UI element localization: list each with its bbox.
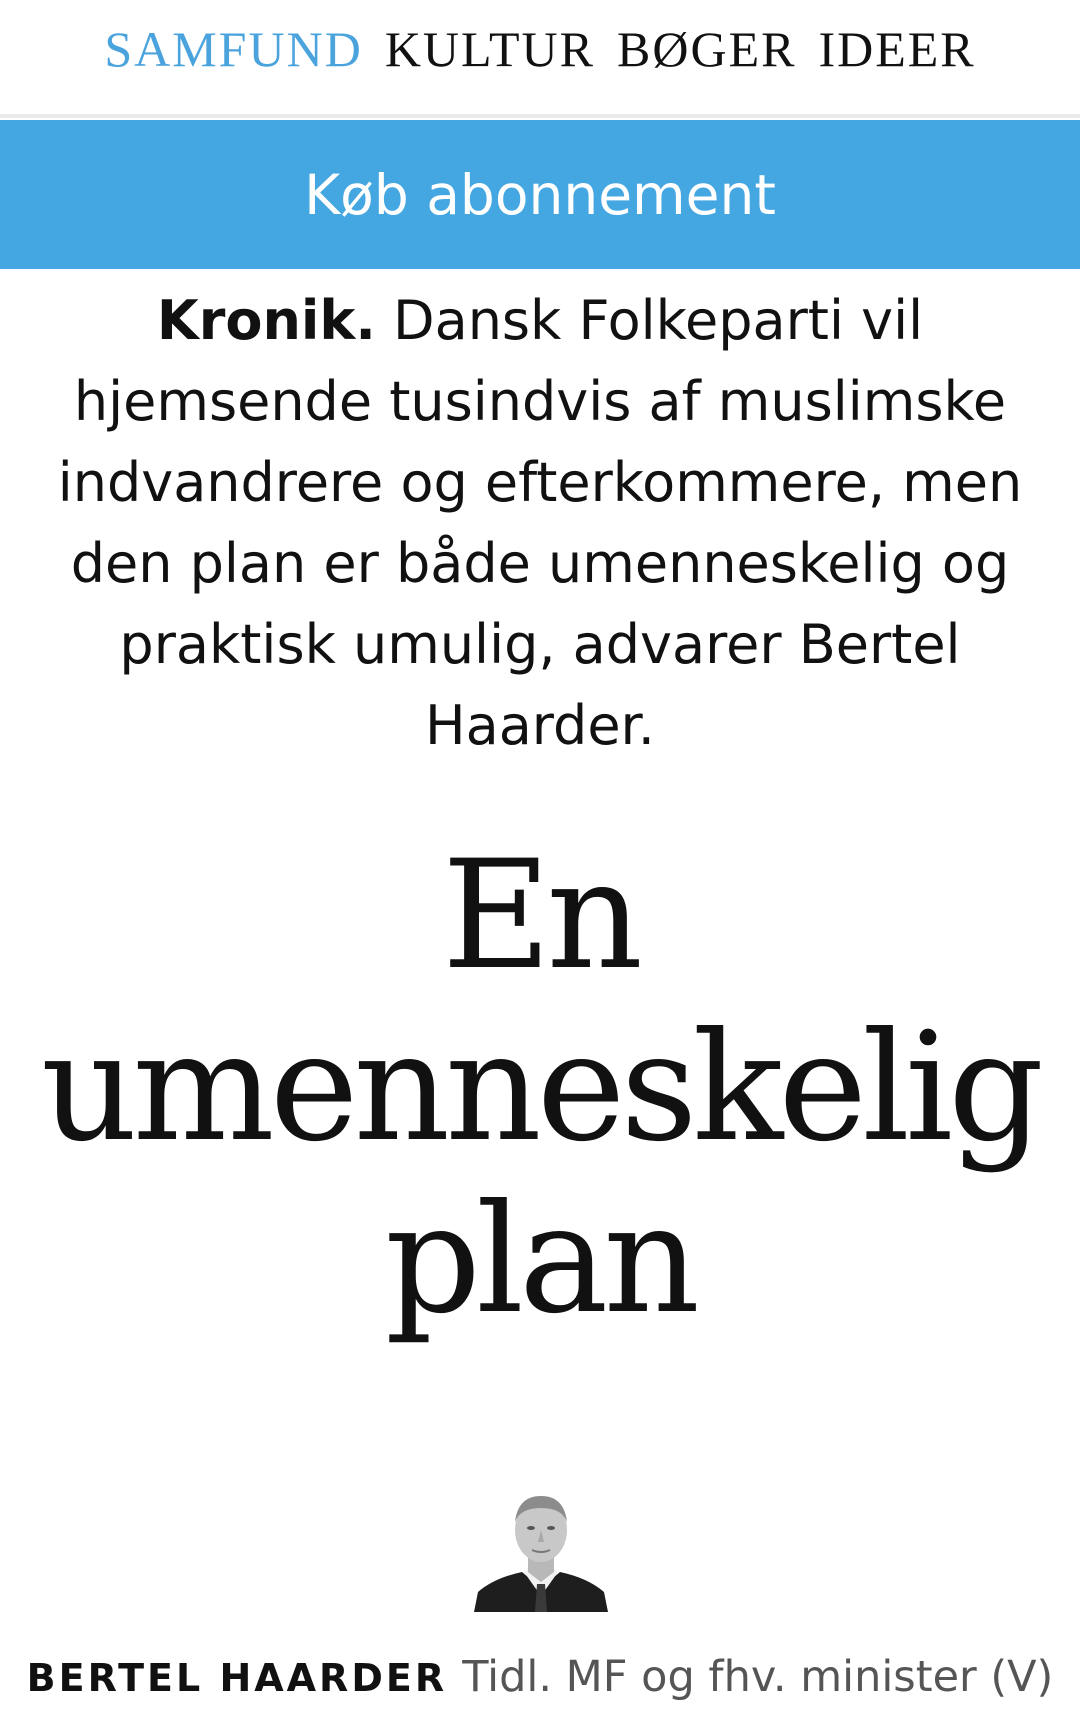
article-kicker: Kronik. xyxy=(156,289,376,352)
nav-item-samfund[interactable]: SAMFUND xyxy=(104,21,363,77)
author-portrait-icon xyxy=(474,1484,608,1612)
article-lead-text: Dansk Folkeparti vil hjemsende tusindvis af muslimske indvandrere og efterkommere, men den plan er både umenneskelig og praktisk umulig, advarer Bertel Haarder. xyxy=(57,289,1023,757)
subscribe-button[interactable] xyxy=(0,120,1080,269)
author-name[interactable]: BERTEL HAARDER xyxy=(26,1656,448,1700)
nav-item-boger[interactable]: BØGER xyxy=(617,21,797,77)
subscribe-label: Køb abonnement xyxy=(304,162,776,227)
byline xyxy=(0,1652,1080,1702)
article-title: En umenneskelig plan xyxy=(40,829,1040,1347)
nav-item-kultur[interactable]: KULTUR xyxy=(384,21,595,77)
nav-item-ideer[interactable]: IDEER xyxy=(818,21,976,77)
article-lead xyxy=(50,280,1030,766)
author-avatar xyxy=(474,1484,608,1612)
author-role: Tidl. MF og fhv. minister (V) xyxy=(462,1652,1054,1702)
section-nav xyxy=(0,0,1080,116)
nav-divider xyxy=(0,114,1080,118)
